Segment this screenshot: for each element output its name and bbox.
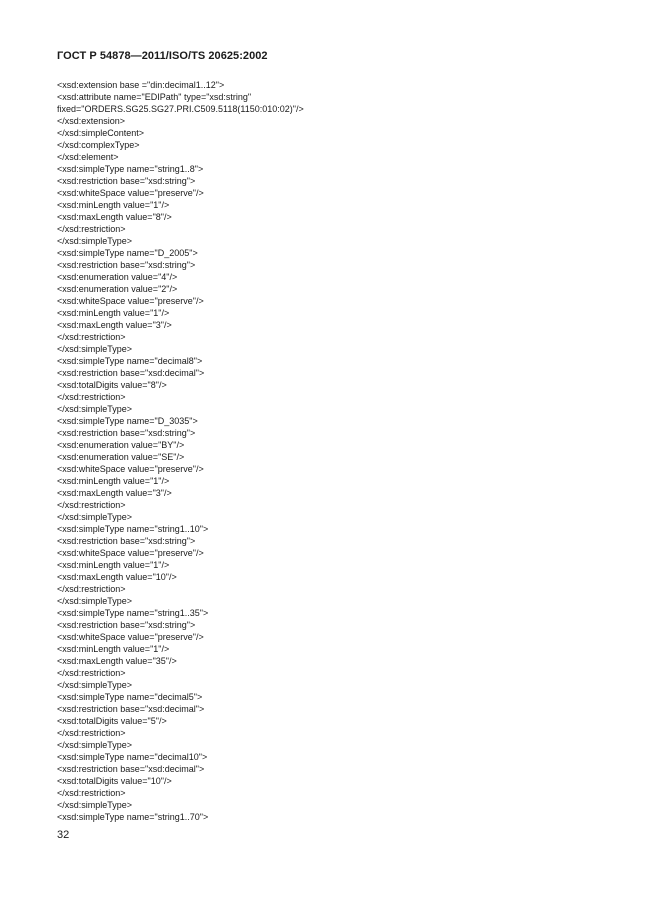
code-line: <xsd:enumeration value="2"/> [57, 284, 178, 294]
code-line: <xsd:simpleType name="string1..70"> [57, 812, 209, 822]
code-line: <xsd:simpleType name="string1..10"> [57, 524, 209, 534]
code-line: <xsd:simpleType name="D_3035"> [57, 416, 198, 426]
code-line: <xsd:totalDigits value="10"/> [57, 776, 172, 786]
code-line: <xsd:totalDigits value="8"/> [57, 380, 167, 390]
code-line: </xsd:restriction> [57, 584, 126, 594]
code-line: <xsd:whiteSpace value="preserve"/> [57, 548, 204, 558]
code-line: <xsd:simpleType name="string1..8"> [57, 164, 204, 174]
code-line: </xsd:simpleType> [57, 596, 133, 606]
code-line: </xsd:restriction> [57, 788, 126, 798]
code-line: <xsd:restriction base="xsd:string"> [57, 536, 196, 546]
code-line: </xsd:complexType> [57, 140, 140, 150]
code-line: <xsd:minLength value="1"/> [57, 644, 170, 654]
document-header: ГОСТ Р 54878—2011/ISO/TS 20625:2002 [57, 50, 268, 62]
code-line: <xsd:maxLength value="10"/> [57, 572, 177, 582]
code-line: <xsd:whiteSpace value="preserve"/> [57, 296, 204, 306]
code-line: </xsd:simpleType> [57, 344, 133, 354]
code-line: <xsd:minLength value="1"/> [57, 476, 170, 486]
code-line: </xsd:restriction> [57, 224, 126, 234]
code-line: <xsd:restriction base="xsd:string"> [57, 620, 196, 630]
code-line: </xsd:restriction> [57, 392, 126, 402]
code-line: </xsd:simpleType> [57, 512, 133, 522]
code-line: <xsd:enumeration value="BY"/> [57, 440, 185, 450]
code-line: <xsd:restriction base="xsd:string"> [57, 428, 196, 438]
code-line: <xsd:totalDigits value="5"/> [57, 716, 167, 726]
code-line: </xsd:restriction> [57, 332, 126, 342]
code-line: <xsd:whiteSpace value="preserve"/> [57, 632, 204, 642]
xsd-code-block [57, 79, 304, 823]
code-line: <xsd:maxLength value="3"/> [57, 488, 172, 498]
page-number: 32 [57, 829, 70, 841]
code-line: <xsd:minLength value="1"/> [57, 308, 170, 318]
code-line: fixed="ORDERS.SG25.SG27.PRI.C509.5118(1150:010:02)"/> [57, 104, 304, 114]
code-line: <xsd:enumeration value="SE"/> [57, 452, 185, 462]
code-line: <xsd:enumeration value="4"/> [57, 272, 178, 282]
code-line: </xsd:simpleType> [57, 404, 133, 414]
code-line: <xsd:extension base ="din:decimal1..12"> [57, 80, 225, 90]
code-line: <xsd:minLength value="1"/> [57, 200, 170, 210]
code-line: <xsd:maxLength value="35"/> [57, 656, 177, 666]
code-line: <xsd:simpleType name="decimal8"> [57, 356, 203, 366]
code-line: </xsd:simpleType> [57, 800, 133, 810]
code-line: <xsd:restriction base="xsd:string"> [57, 260, 196, 270]
code-line: </xsd:simpleType> [57, 236, 133, 246]
code-line: <xsd:attribute name="EDIPath" type="xsd:string" [57, 92, 252, 102]
code-line: <xsd:simpleType name="D_2005"> [57, 248, 198, 258]
code-line: <xsd:restriction base="xsd:decimal"> [57, 368, 205, 378]
code-line: <xsd:simpleType name="string1..35"> [57, 608, 209, 618]
code-line: <xsd:restriction base="xsd:decimal"> [57, 704, 205, 714]
code-line: <xsd:maxLength value="3"/> [57, 320, 172, 330]
code-line: <xsd:maxLength value="8"/> [57, 212, 172, 222]
code-line: <xsd:restriction base="xsd:decimal"> [57, 764, 205, 774]
code-line: <xsd:simpleType name="decimal10"> [57, 752, 208, 762]
code-line: <xsd:restriction base="xsd:string"> [57, 176, 196, 186]
code-line: </xsd:simpleContent> [57, 128, 145, 138]
code-line: <xsd:whiteSpace value="preserve"/> [57, 464, 204, 474]
code-line: <xsd:simpleType name="decimal5"> [57, 692, 203, 702]
code-line: </xsd:extension> [57, 116, 126, 126]
code-line: <xsd:minLength value="1"/> [57, 560, 170, 570]
code-line: </xsd:simpleType> [57, 680, 133, 690]
code-line: </xsd:restriction> [57, 728, 126, 738]
code-line: <xsd:whiteSpace value="preserve"/> [57, 188, 204, 198]
code-line: </xsd:restriction> [57, 500, 126, 510]
code-line: </xsd:simpleType> [57, 740, 133, 750]
code-line: </xsd:element> [57, 152, 119, 162]
code-line: </xsd:restriction> [57, 668, 126, 678]
